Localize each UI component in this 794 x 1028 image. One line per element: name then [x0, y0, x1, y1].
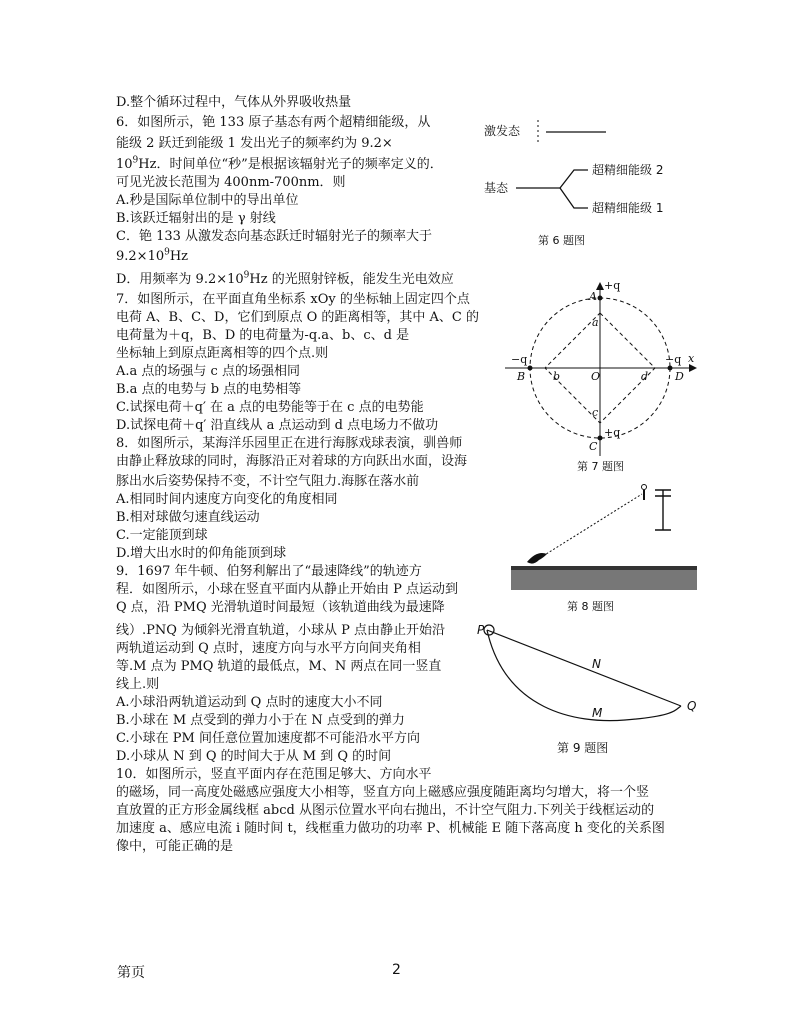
fig7-point-A [598, 296, 603, 301]
fig7-label-d: d [641, 370, 649, 383]
fig6-level1-line [560, 188, 588, 208]
fig7-label-D: D [675, 370, 684, 383]
q9-option-a: A.小球沿两轨道运动到 Q 点时的速度大小不同 [116, 695, 383, 710]
q8-option-d: D.增大出水时的仰角能顶到球 [116, 546, 287, 561]
figure-9-brachistochrone [475, 620, 715, 765]
fig9-label-M: M [592, 706, 603, 720]
fig6-excited-label: 激发态 [484, 124, 521, 138]
fig9-guide [475, 620, 597, 724]
fig6-level2-label: 超精细能级 2 [592, 163, 664, 177]
fig7-label-A: A [589, 290, 597, 303]
q8-option-a: A.相同时间内速度方向变化的角度相同 [116, 492, 338, 507]
fig7-point-D [668, 366, 673, 371]
figure-8-dolphin [505, 478, 705, 618]
fig9-label-P: P [477, 623, 485, 637]
figure-7-charges [505, 278, 705, 478]
q5-option-d: D.整个循环过程中，气体从外界吸收热量 [116, 95, 352, 110]
fig7-y-arrow [596, 282, 604, 290]
q6d-exp: 9 [243, 270, 250, 281]
fig8-sight-line [543, 494, 642, 556]
q6-exp: 9 [132, 155, 139, 166]
q7-option-c: C.试探电荷＋q′ 在 a 点的电势能等于在 c 点的电势能 [116, 400, 424, 415]
fig7-label-minus-q-left: −q [511, 353, 528, 366]
fig7-label-O: O [591, 370, 601, 383]
fig7-label-x: x [688, 352, 695, 365]
fig7-point-C [598, 436, 603, 441]
q9-stem-7: 线上.则 [116, 677, 160, 692]
q9-stem-4: 线）.PNQ 为倾斜光滑直轨道，小球从 P 点由静止开始沿 [116, 623, 446, 638]
q7-stem-3: 电荷量为＋q，B、D 的电荷量为-q.a、b、c、d 是 [116, 328, 410, 343]
q6c-unit: Hz [169, 249, 189, 264]
fig6-level1-label: 超精细能级 1 [592, 201, 664, 215]
q8-stem-2: 由静止释放球的同时，海豚沿正对着球的方向跃出水面，设海 [116, 454, 468, 469]
fig9-label-N: N [592, 657, 601, 671]
q6-option-c-1: C．铯 133 从激发态向基态跃迁时辐射光子的频率大于 [116, 229, 433, 244]
q9-stem-6: 等.M 点为 PMQ 轨道的最低点，M、N 两点在同一竖直 [116, 659, 442, 674]
q6-option-d [116, 272, 454, 288]
fig7-label-plus-q-top: +q [604, 279, 621, 292]
q7-option-b: B.a 点的电势与 b 点的电势相等 [116, 382, 302, 397]
q6-stem-2: 能级 2 跃迁到能级 1 发出光子的频率约为 9.2× [116, 136, 393, 151]
q8-option-c: C.一定能顶到球 [116, 528, 208, 543]
fig9-label-Q: Q [687, 699, 697, 713]
fig6-ground-label: 基态 [484, 181, 509, 195]
q6c-num: 9.2×10 [116, 249, 165, 264]
fig7-label-plus-q-bottom: +q [604, 426, 621, 439]
q6-stem-3 [116, 157, 443, 173]
q6-stem-1: 6．如图所示，铯 133 原子基态有两个超精细能级，从 [116, 115, 431, 130]
q9-stem-5: 两轨道运动到 Q 点时，速度方向与水平方向间夹角相 [116, 641, 421, 656]
fig9-curve-PMQ [487, 630, 681, 721]
fig7-label-b: b [553, 370, 561, 383]
fig8-caption: 第 8 题图 [567, 600, 614, 613]
page-number: 2 [392, 962, 401, 978]
fig6-level2-line [560, 170, 588, 188]
fig7-x-arrow [689, 364, 697, 372]
q9-option-c: C.小球在 PM 间任意位置加速度都不可能沿水平方向 [116, 731, 420, 746]
q7-option-d: D.试探电荷＋q′ 沿直线从 a 点运动到 d 点电场力不做功 [116, 418, 439, 433]
fig8-dolphin-icon [527, 553, 547, 564]
fig8-ball [642, 485, 647, 490]
q6-option-a: A.秒是国际单位制中的导出单位 [116, 193, 299, 208]
q6-ten: 10 [116, 157, 133, 172]
fig7-label-a: a [592, 316, 599, 329]
q6d-pre: D．用频率为 9.2×10 [116, 272, 244, 287]
q10-stem-3: 直放置的正方形金属线框 abcd 从图示位置水平向右抛出，不计空气阻力.下列关于线框运动的 [116, 803, 655, 818]
q6-stem-4: 可见光波长范围为 400nm-700nm．则 [116, 175, 346, 190]
q9-stem-2: 程．如图所示，小球在竖直平面内从静止开始由 P 点运动到 [116, 582, 459, 597]
fig7-label-c: c [592, 406, 599, 419]
fig7-caption: 第 7 题图 [577, 460, 624, 473]
fig9-ball [484, 625, 494, 635]
q8-stem-1: 8．如图所示，某海洋乐园里正在进行海豚戏球表演，驯兽师 [116, 436, 463, 451]
fig6-caption: 第 6 题图 [538, 234, 585, 247]
q7-stem-1: 7．如图所示，在平面直角坐标系 xOy 的坐标轴上固定四个点 [116, 292, 470, 307]
q10-stem-5: 像中，可能正确的是 [116, 839, 234, 854]
q10-stem-2: 的磁场，同一高度处磁感应强度大小相等，竖直方向上磁感应强度随距离均匀增大，将一个竖 [116, 785, 650, 800]
footer-left-label: 第页 [117, 965, 145, 981]
fig7-point-B [528, 366, 533, 371]
q9-stem-3: Q 点，沿 PMQ 光滑轨道时间最短（该轨道曲线为最速降 [116, 600, 445, 615]
q6-stem-3-text: Hz．时间单位“秒”是根据该辐射光子的频率定义的． [138, 157, 443, 172]
fig9-line-PNQ [487, 630, 681, 706]
fig7-label-B: B [517, 370, 526, 383]
fig8-water-surface [511, 566, 697, 570]
fig9-caption: 第 9 题图 [557, 741, 609, 755]
q9-option-b: B.小球在 M 点受到的弹力小于在 N 点受到的弹力 [116, 713, 405, 728]
q6-option-b: B.该跃迁辐射出的是 γ 射线 [116, 211, 276, 226]
fig8-trainer-stand [655, 490, 671, 530]
q7-stem-4: 坐标轴上到原点距离相等的四个点.则 [116, 346, 329, 361]
q10-stem-4: 加速度 a、感应电流 i 随时间 t，线框重力做功的功率 P、机械能 E 随下落高度 h 变化的关系图 [116, 821, 665, 836]
q7-stem-2: 电荷 A、B、C、D，它们到原点 O 的距离相等，其中 A、C 的 [116, 310, 479, 325]
q7-option-a: A.a 点的场强与 c 点的场强相同 [116, 364, 300, 379]
q8-stem-3: 豚出水后姿势保持不变，不计空气阻力.海豚在落水前 [116, 474, 420, 489]
q6c-exp: 9 [164, 247, 170, 258]
q6d-rest: Hz 的光照射锌板，能发生光电效应 [249, 272, 454, 287]
fig8-ball-string [643, 490, 645, 500]
figure-6-energy-levels [470, 108, 720, 258]
q9-option-d: D.小球从 N 到 Q 的时间大于从 M 到 Q 的时间 [116, 749, 392, 764]
q9-stem-1: 9．1697 年牛顿、伯努利解出了“最速降线”的轨迹方 [116, 564, 422, 579]
q10-stem-1: 10．如图所示，竖直平面内存在范围足够大、方向水平 [116, 767, 432, 782]
fig8-water [511, 568, 697, 590]
q6-option-c-2 [116, 249, 188, 265]
fig7-label-C: C [589, 440, 598, 453]
fig7-label-minus-q-right: −q [665, 353, 682, 366]
q8-option-b: B.相对球做匀速直线运动 [116, 510, 260, 525]
